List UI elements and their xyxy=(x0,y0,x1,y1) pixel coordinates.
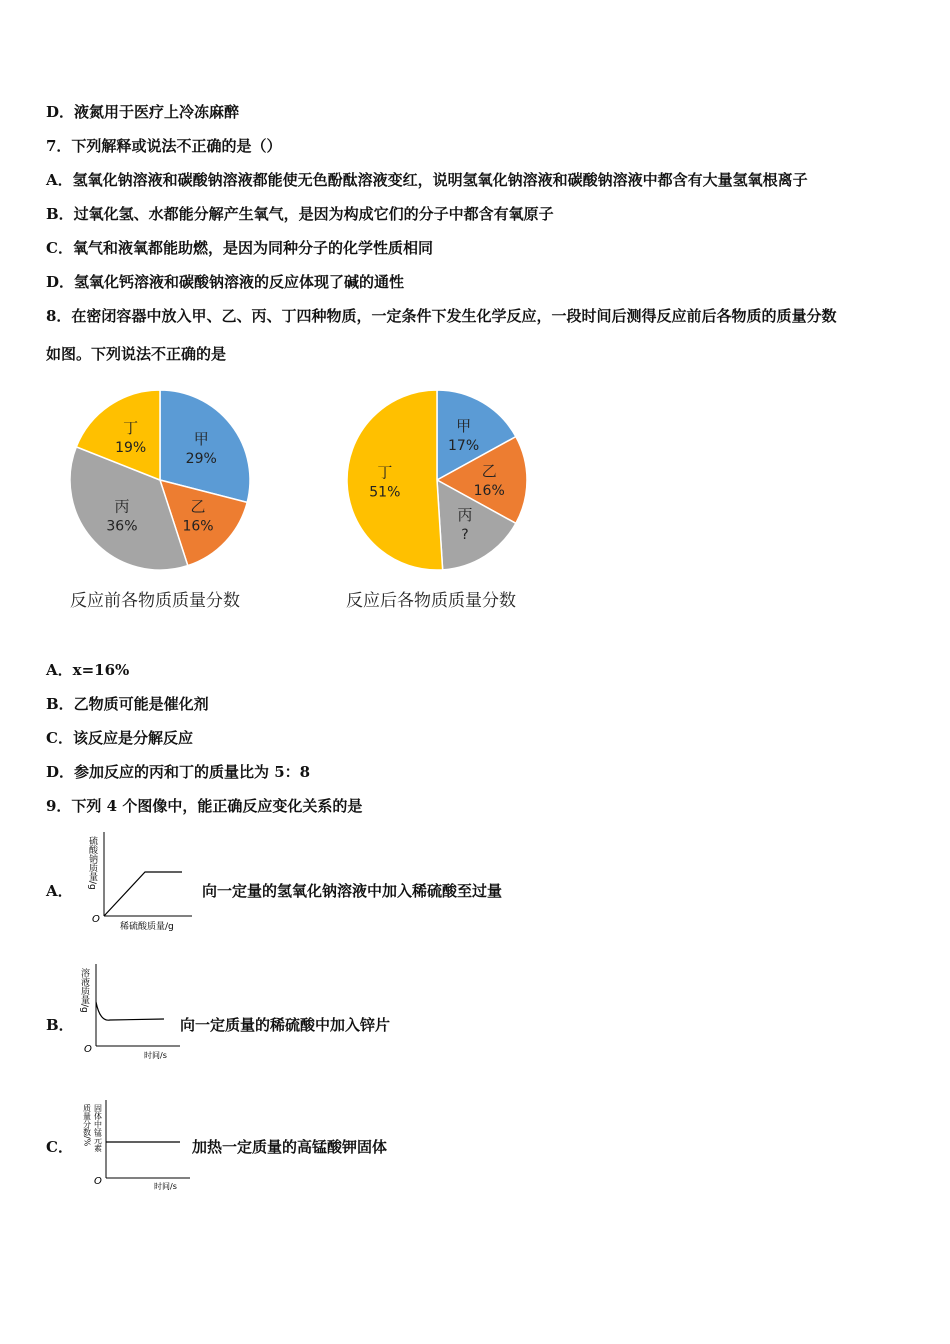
q8-stem-line2: 如图。下列说法不正确的是 xyxy=(46,345,227,363)
pie-slice-name: 甲 xyxy=(456,417,472,436)
q7-option-d: D．氢氧化钙溶液和碳酸钠溶液的反应体现了碱的通性 xyxy=(46,273,405,291)
q8-option-b: B．乙物质可能是催化剂 xyxy=(46,695,209,713)
graph-b-xlabel: 时间/s xyxy=(144,1051,167,1060)
graph-b-curve xyxy=(96,1002,164,1020)
pie-slice-name: 甲 xyxy=(193,430,209,449)
pie-chart-before xyxy=(60,380,260,580)
q7-stem: 7．下列解释或说法不正确的是（） xyxy=(46,137,282,155)
graph-c-origin: O xyxy=(94,1176,102,1187)
pie-slice-name: 乙 xyxy=(190,497,206,516)
q9-graph-c xyxy=(78,1098,198,1193)
pie-slice-name: 乙 xyxy=(481,462,497,480)
graph-b-ylabel: 溶液质量/g xyxy=(79,968,89,1013)
q9-option-a-letter: A． xyxy=(46,882,73,900)
q9-option-c-letter: C． xyxy=(46,1138,73,1156)
q7-option-c: C．氧气和液氧都能助燃，是因为同种分子的化学性质相同 xyxy=(46,239,433,257)
pie-slice-label: 51% xyxy=(369,484,401,501)
pie-chart-after xyxy=(337,380,537,580)
pie-before-title: 反应前各物质质量分数 xyxy=(70,591,240,611)
q6-option-d: D．液氮用于医疗上冷冻麻醉 xyxy=(46,103,240,121)
pie-slice-name: 丙 xyxy=(114,497,130,516)
q8-option-d: D．参加反应的丙和丁的质量比为 5：8 xyxy=(46,763,311,781)
q9-option-a-desc: 向一定量的氢氧化钠溶液中加入稀硫酸至过量 xyxy=(202,882,503,900)
pie-slice-label: 17% xyxy=(448,438,480,455)
pie-slice-label: 19% xyxy=(115,439,147,456)
q7-option-a: A．氢氧化钠溶液和碳酸钠溶液都能使无色酚酞溶液变红，说明氢氧化钠溶液和碳酸钠溶液中都含有大量氢氧根离子 xyxy=(46,171,808,189)
pie-slice-name: 丙 xyxy=(457,506,473,525)
pie-slice xyxy=(347,390,443,570)
q8-stem-line1: 8．在密闭容器中放入甲、乙、丙、丁四种物质，一定条件下发生化学反应，一段时间后测得反应前后各物质的质量分数 xyxy=(46,307,837,325)
pie-slice-label: 29% xyxy=(185,451,217,468)
pie-after-title: 反应后各物质质量分数 xyxy=(346,591,516,611)
q8-option-c: C．该反应是分解反应 xyxy=(46,729,193,747)
pie-slice-label: 16% xyxy=(182,518,214,535)
q9-option-b-desc: 向一定质量的稀硫酸中加入锌片 xyxy=(180,1016,391,1034)
graph-a-xlabel: 稀硫酸质量/g xyxy=(120,922,174,932)
pie-slice-label: 36% xyxy=(106,518,138,535)
pie-slice-name: 丁 xyxy=(377,463,393,482)
graph-c-xlabel: 时间/s xyxy=(154,1182,177,1191)
q7-option-b: B．过氧化氢、水都能分解产生氧气，是因为构成它们的分子中都含有氧原子 xyxy=(46,205,554,223)
graph-a-origin: O xyxy=(92,914,100,925)
q9-option-b-letter: B． xyxy=(46,1016,74,1034)
q8-option-a: A．x=16% xyxy=(46,661,130,679)
q9-stem: 9．下列 4 个图像中，能正确反应变化关系的是 xyxy=(46,797,363,815)
pie-slice-name: 丁 xyxy=(123,418,139,437)
graph-a-ylabel: 硫酸钠质量/g xyxy=(87,836,97,890)
pie-slice-label: 16% xyxy=(473,483,505,499)
graph-b-origin: O xyxy=(84,1044,92,1055)
pie-slice-label: ? xyxy=(461,527,469,544)
q9-option-c-desc: 加热一定质量的高锰酸钾固体 xyxy=(192,1138,388,1156)
graph-a-curve xyxy=(104,872,182,916)
graph-c-ylabel-1: 固体中锰元素 xyxy=(93,1104,103,1152)
q9-graph-a xyxy=(80,828,200,933)
q9-graph-b xyxy=(76,962,186,1062)
graph-c-ylabel-2: 质量分数/% xyxy=(82,1104,92,1147)
